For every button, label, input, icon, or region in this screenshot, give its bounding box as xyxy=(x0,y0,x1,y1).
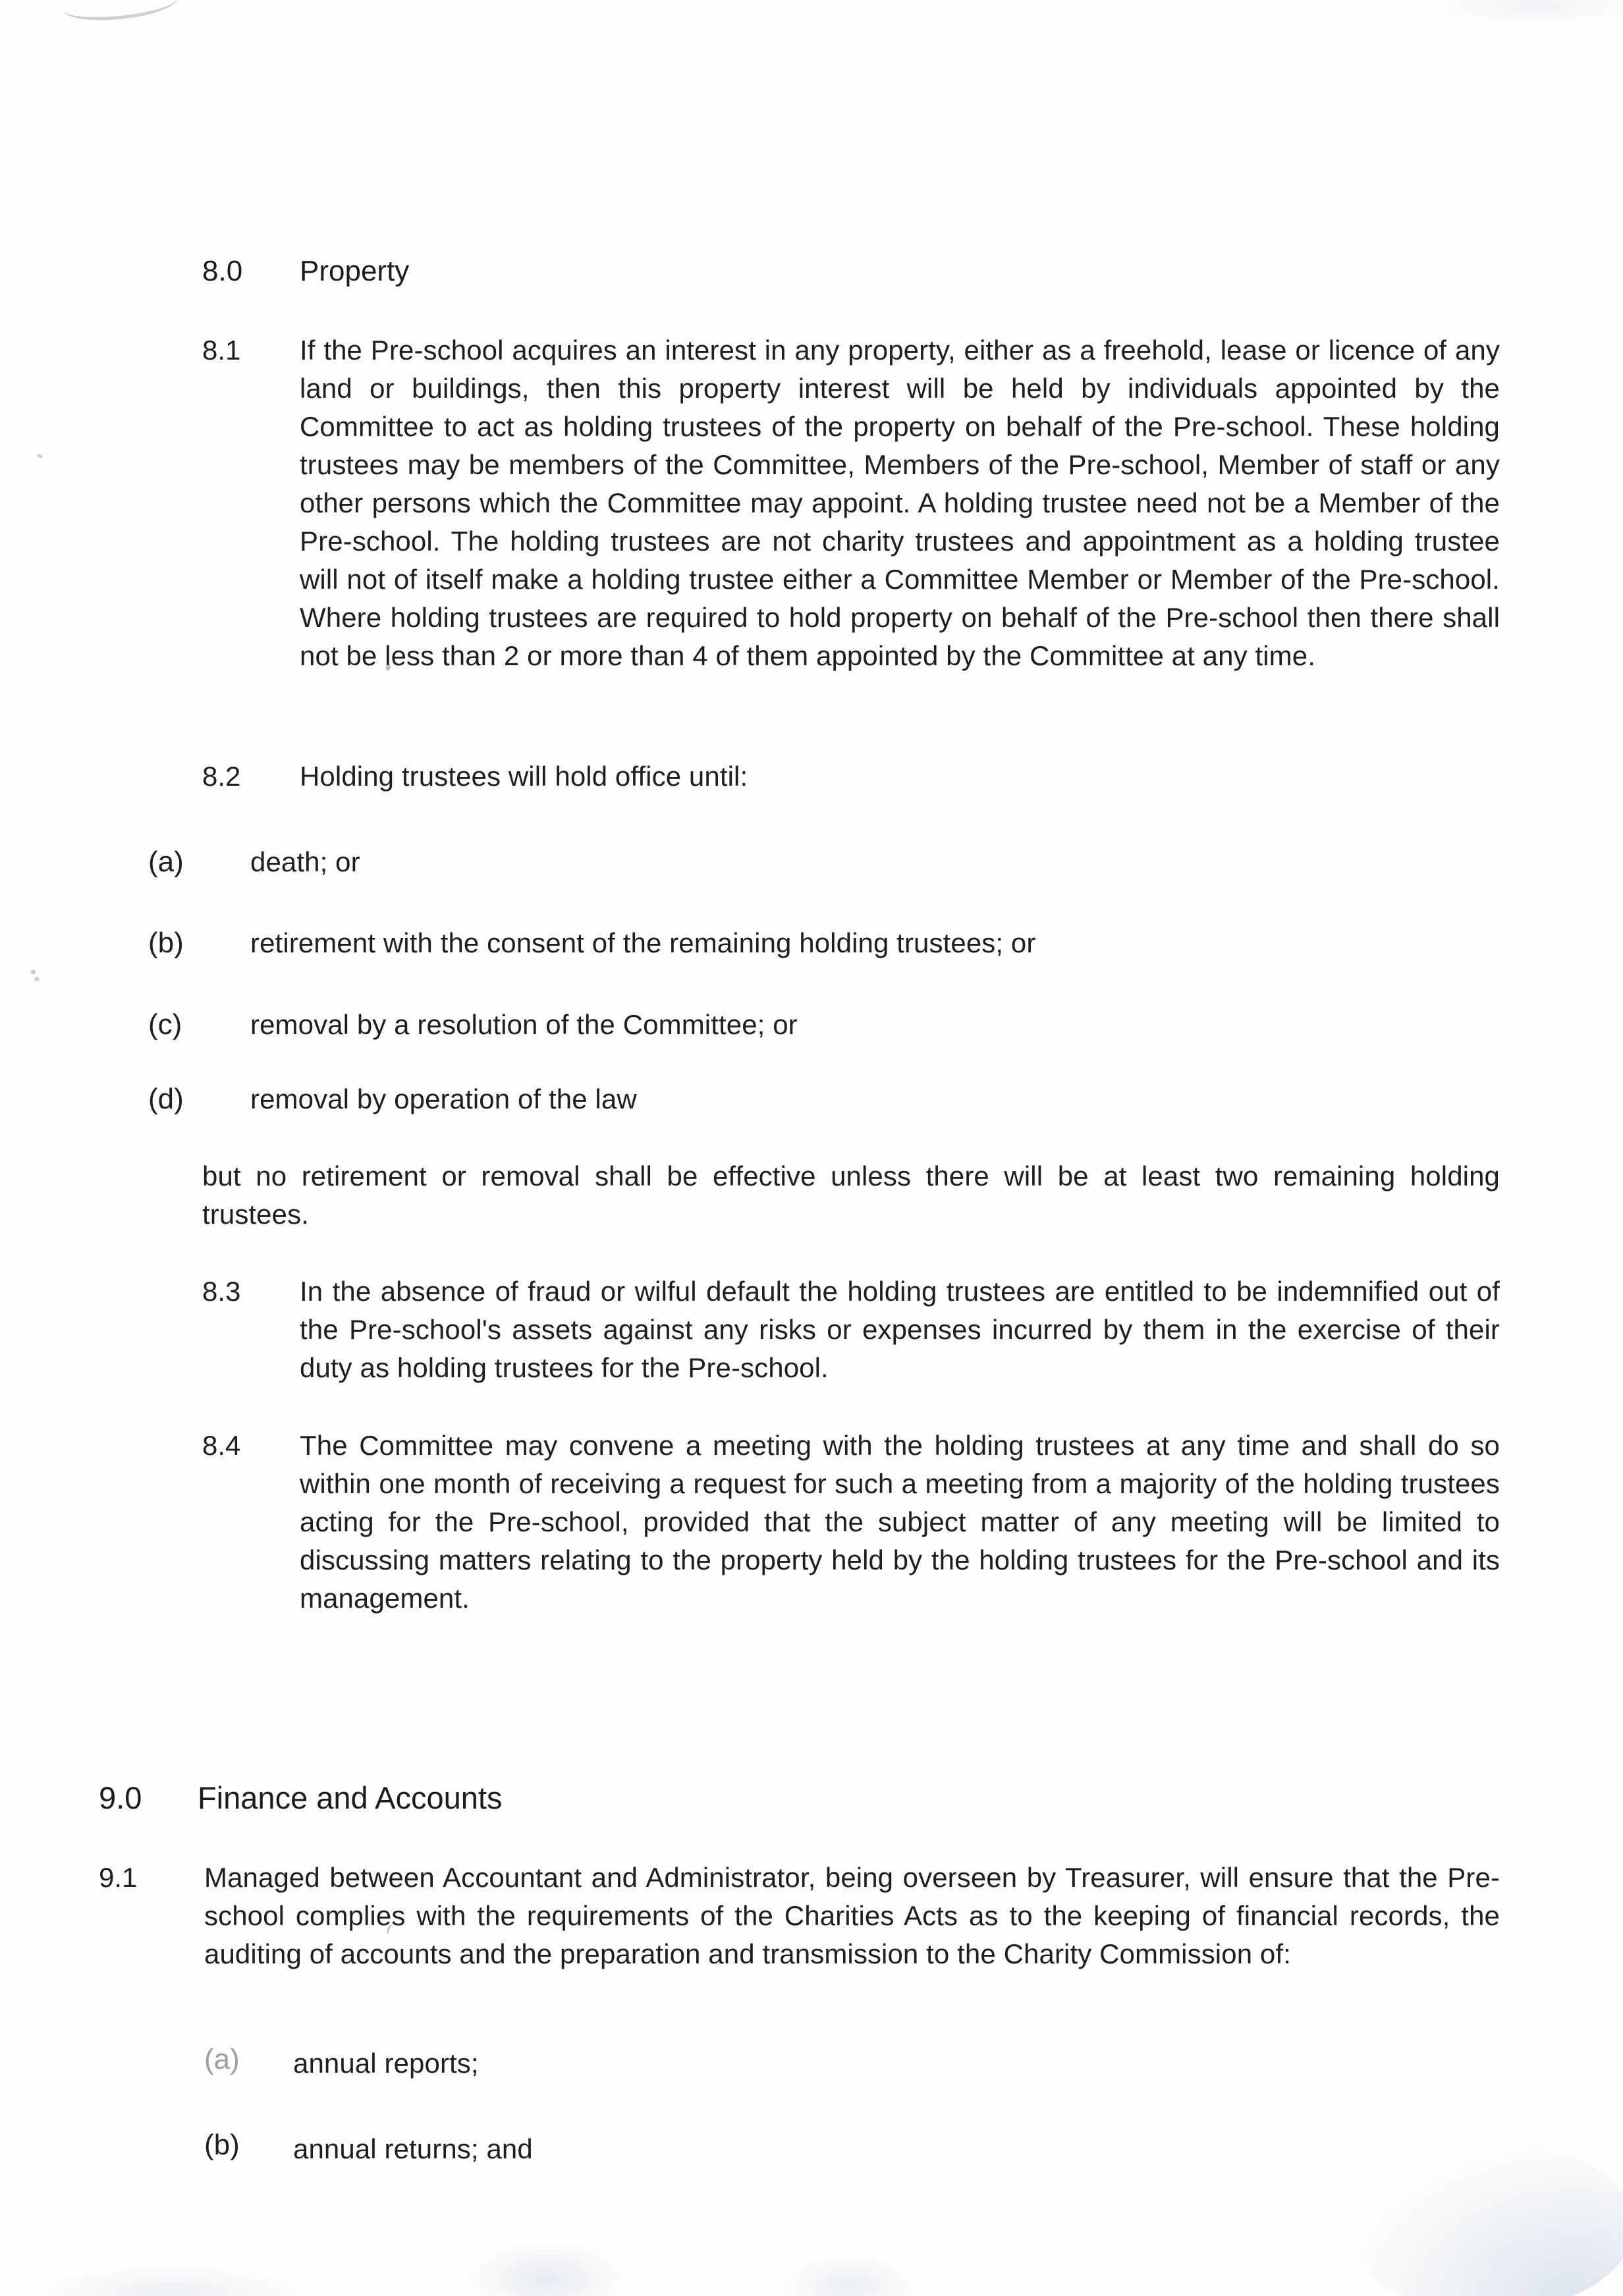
continuation-text: but no retirement or removal shall be effective unless there will be at least two remaining holding trustees. xyxy=(202,1161,1500,1230)
list-item-text: death; or xyxy=(250,846,360,877)
scan-artifact-bottom-noise xyxy=(40,2266,303,2296)
clause-8-3-text: In the absence of fraud or wilful default the holding trustees are entitled to be indemnified out of the Pre-school's assets against any risks or expenses incurred by them in the exercise of their duty as holding trustees for the Pre-school. xyxy=(300,1276,1500,1383)
clause-8-4-text: The Committee may convene a meeting with the holding trustees at any time and shall do so within one month of receiving a request for such a meeting from a majority of the holding trustees acting for the Pre-school, provided that the subject matter of any meeting will be limited to discussing matters relating to the property held by the holding trustees for the Pre-school and its management. xyxy=(300,1430,1500,1614)
list-item-text: removal by a resolution of the Committee; or xyxy=(250,1009,798,1040)
list-item-text: retirement with the consent of the remaining holding trustees; or xyxy=(250,927,1036,958)
scan-artifact-bottom-noise xyxy=(777,2253,922,2296)
section-9-title: Finance and Accounts xyxy=(198,1780,503,1815)
list-item-letter: (d) xyxy=(148,1083,184,1115)
list-item-letter: (a) xyxy=(148,846,184,878)
scan-artifact-margin-dot xyxy=(36,453,43,459)
scan-artifact-top-right xyxy=(1436,0,1623,26)
section-8-number: 8.0 xyxy=(202,255,243,287)
clause-8-1-text: If the Pre-school acquires an interest in any property, either as a freehold, lease or licence of any land or buildings, then this property interest will be held by individuals appointed by the Committee to act as holding trustees of the property on behalf of the Pre-school. These holding trustees may be members of the Committee, Members of the Pre-school, Member of staff or any other persons which the Committee may appoint. A holding trustee need not be a Member of the Pre-school. The holding trustees are not charity trustees and appointment as a holding trustee will not of itself make a holding trustee either a Committee Member or Member of the Pre-school. Where holding trustees are required to hold property on behalf of the Pre-school then there shall not be less than 2 or more than 4 of them appointed by the Committee at any time. xyxy=(300,335,1500,671)
scan-artifact-top-swoosh xyxy=(61,0,179,25)
clause-9-1-number: 9.1 xyxy=(99,1862,138,1893)
clause-8-4-number: 8.4 xyxy=(202,1430,241,1461)
list-item-text: annual reports; xyxy=(293,2048,479,2079)
list-item-letter: (c) xyxy=(148,1008,182,1041)
clause-8-2-text: Holding trustees will hold office until: xyxy=(300,761,748,792)
section-9-number: 9.0 xyxy=(99,1780,142,1815)
scan-artifact-margin-mark xyxy=(30,970,40,981)
list-item-text: removal by operation of the law xyxy=(250,1083,637,1114)
clause-8-1-number: 8.1 xyxy=(202,335,241,366)
list-item-letter: (b) xyxy=(204,2129,240,2161)
list-item-letter: (a) xyxy=(204,2043,240,2075)
clause-9-1-text: Managed between Accountant and Administrator, being overseen by Treasurer, will ensure that the Pre-school complies with the requirements of the Charities Acts as to the keeping of financial records, the auditing of accounts and the preparation and transmission to the Charity Commission of: xyxy=(204,1862,1500,1969)
scan-artifact-bottom-noise xyxy=(461,2239,632,2296)
list-item-text: annual returns; and xyxy=(293,2133,533,2164)
section-8-title: Property xyxy=(300,255,410,287)
list-item-letter: (b) xyxy=(148,927,184,959)
clause-8-3-number: 8.3 xyxy=(202,1276,241,1307)
clause-8-2-number: 8.2 xyxy=(202,761,241,792)
